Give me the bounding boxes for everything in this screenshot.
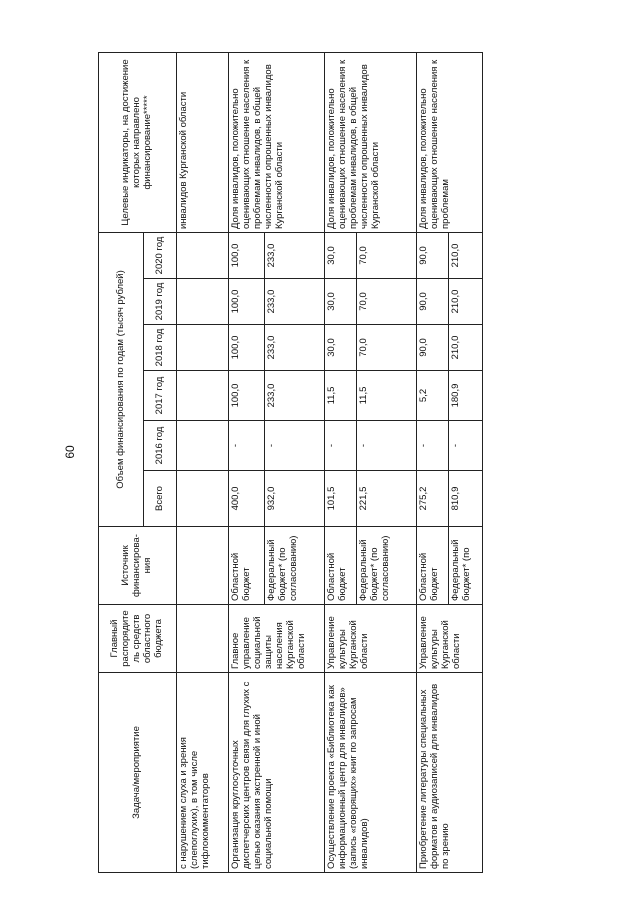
source-cell: Областной бюджет xyxy=(229,527,265,605)
distributor-cell: Управление культуры Курганской области xyxy=(417,605,483,673)
source-cell: Областной бюджет xyxy=(417,527,449,605)
header-2020: 2020 год xyxy=(144,233,177,279)
total-cell: 101,5 xyxy=(325,471,357,527)
task-cell: Приобретение литературы специальных форматов и аудиозаписей для инвалидов по зрению xyxy=(417,673,483,873)
y2016-cell: - xyxy=(417,421,449,471)
y2018-cell: 90,0 xyxy=(417,325,449,371)
y2016-cell xyxy=(177,421,229,471)
y2019-cell: 210,0 xyxy=(449,279,483,325)
source-cell: Федеральный бюджет* (по согласованию) xyxy=(265,527,325,605)
total-cell: 932,0 xyxy=(265,471,325,527)
y2017-cell: 11,5 xyxy=(357,371,417,421)
y2018-cell: 233,0 xyxy=(265,325,325,371)
y2019-cell: 100,0 xyxy=(229,279,265,325)
y2017-cell: 11,5 xyxy=(325,371,357,421)
header-distributor: Главный распорядитель средств областного бюджета xyxy=(99,605,177,673)
header-2019: 2019 год xyxy=(144,279,177,325)
total-cell: 221,5 xyxy=(357,471,417,527)
source-cell xyxy=(177,527,229,605)
distributor-cell: Главное управление социальной защиты населения Курганской области xyxy=(229,605,325,673)
y2020-cell: 233,0 xyxy=(265,233,325,279)
header-funding: Объем финансирования по годам (тысяч рублей) xyxy=(99,233,144,527)
distributor-cell: Управление культуры Курганской области xyxy=(325,605,417,673)
task-cell: Организация круглосуточных диспетчерских центров связи для глухих с целью оказания экстренной и иной социальной помощи xyxy=(229,673,325,873)
y2018-cell: 100,0 xyxy=(229,325,265,371)
y2020-cell: 90,0 xyxy=(417,233,449,279)
y2017-cell: 233,0 xyxy=(265,371,325,421)
y2018-cell xyxy=(177,325,229,371)
y2020-cell xyxy=(177,233,229,279)
y2019-cell: 233,0 xyxy=(265,279,325,325)
y2019-cell: 30,0 xyxy=(325,279,357,325)
header-2017: 2017 год xyxy=(144,371,177,421)
indicator-cell: инвалидов Курганской области xyxy=(177,53,229,233)
y2016-cell: - xyxy=(325,421,357,471)
indicator-cell: Доля инвалидов, положительно оценивающих отношение населения к проблемам инвалидов, в общей численности опрошенных инвалидов Курганской области xyxy=(325,53,417,233)
table-row xyxy=(417,53,449,873)
page-number: 60 xyxy=(63,445,77,459)
y2016-cell: - xyxy=(357,421,417,471)
header-total: Всего xyxy=(144,471,177,527)
source-cell: Федеральный бюджет* (по согласованию) xyxy=(357,527,417,605)
header-task: Задача/мероприятие xyxy=(99,673,177,873)
funding-table xyxy=(98,52,483,873)
y2016-cell: - xyxy=(229,421,265,471)
y2016-cell: - xyxy=(265,421,325,471)
table-row xyxy=(325,53,357,873)
table-row xyxy=(177,53,229,873)
header-2018: 2018 год xyxy=(144,325,177,371)
y2020-cell: 210,0 xyxy=(449,233,483,279)
task-cell: с нарушением слуха и зрения (слепоглухих), в том числе тифлокомментаторов xyxy=(177,673,229,873)
y2017-cell: 180,9 xyxy=(449,371,483,421)
header-2016: 2016 год xyxy=(144,421,177,471)
total-cell: 810,9 xyxy=(449,471,483,527)
y2020-cell: 30,0 xyxy=(325,233,357,279)
task-cell: Осуществление проекта «Библиотека как информационный центр для инвалидов» (запись «говорящих» книг по запросам инвалидов) xyxy=(325,673,417,873)
source-cell: Федеральный бюджет* (по xyxy=(449,527,483,605)
y2016-cell: - xyxy=(449,421,483,471)
y2018-cell: 30,0 xyxy=(325,325,357,371)
distributor-cell xyxy=(177,605,229,673)
y2020-cell: 70,0 xyxy=(357,233,417,279)
y2019-cell: 70,0 xyxy=(357,279,417,325)
total-cell: 400,0 xyxy=(229,471,265,527)
table-row xyxy=(229,53,265,873)
source-cell: Областной бюджет xyxy=(325,527,357,605)
y2017-cell: 100,0 xyxy=(229,371,265,421)
indicator-cell: Доля инвалидов, положительно оценивающих отношение населения к проблемам инвалидов, в общей численности опрошенных инвалидов Курганской области xyxy=(229,53,325,233)
indicator-cell: Доля инвалидов, положительно оценивающих отношение населения к проблемам xyxy=(417,53,483,233)
y2018-cell: 70,0 xyxy=(357,325,417,371)
y2019-cell xyxy=(177,279,229,325)
rotated-table-wrapper xyxy=(98,53,528,873)
total-cell xyxy=(177,471,229,527)
y2017-cell: 5,2 xyxy=(417,371,449,421)
y2018-cell: 210,0 xyxy=(449,325,483,371)
header-indicators: Целевые индикаторы, на достижение которых направлено финансирование***** xyxy=(99,53,177,233)
y2017-cell xyxy=(177,371,229,421)
y2020-cell: 100,0 xyxy=(229,233,265,279)
y2019-cell: 90,0 xyxy=(417,279,449,325)
total-cell: 275,2 xyxy=(417,471,449,527)
header-source: Источник финансирова-ния xyxy=(99,527,177,605)
